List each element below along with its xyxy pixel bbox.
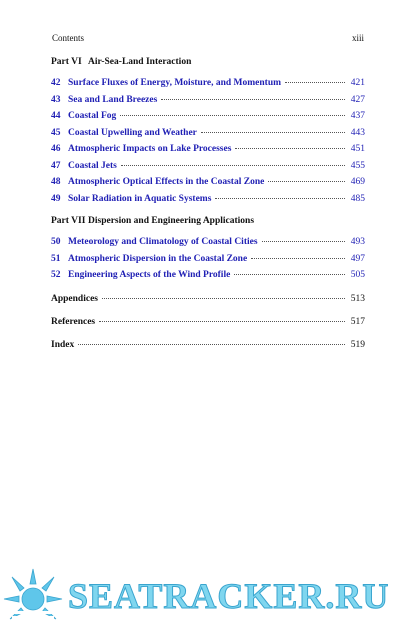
chapter-title[interactable]: Sea and Land Breezes	[68, 94, 158, 105]
page-number: 513	[350, 293, 365, 304]
toc-entry[interactable]	[51, 251, 365, 268]
page-number[interactable]: 497	[350, 253, 365, 264]
dot-leader	[120, 115, 345, 116]
chapter-title[interactable]: Engineering Aspects of the Wind Profile	[68, 270, 231, 280]
toc-entry[interactable]	[51, 174, 365, 191]
dot-leader	[251, 258, 345, 259]
page-number[interactable]: 451	[350, 144, 365, 154]
page-header	[52, 33, 364, 45]
chapter-number: 45	[51, 127, 61, 138]
page-number[interactable]: 469	[350, 177, 365, 187]
page-number[interactable]: 455	[350, 160, 365, 171]
dot-leader	[235, 148, 345, 149]
part-heading	[51, 215, 365, 228]
toc-entry-appendices[interactable]	[51, 288, 365, 311]
section-title: Appendices	[51, 293, 98, 304]
chapter-title[interactable]: Meteorology and Climatology of Coastal Cities	[68, 237, 258, 247]
page-number[interactable]: 485	[350, 193, 365, 204]
dot-leader	[262, 241, 345, 242]
chapter-number: 42	[51, 78, 61, 88]
toc-entry[interactable]	[51, 125, 365, 142]
page-number[interactable]: 437	[350, 111, 365, 121]
sun-logo-icon	[2, 565, 64, 625]
toc-entry[interactable]	[51, 141, 365, 158]
dot-leader	[268, 181, 345, 182]
chapter-title[interactable]: Atmospheric Impacts on Lake Processes	[68, 144, 232, 154]
chapter-number: 43	[51, 94, 61, 105]
page-number[interactable]: 421	[350, 78, 365, 88]
dot-leader	[201, 132, 345, 133]
chapter-number: 49	[51, 193, 61, 204]
toc-entry[interactable]	[51, 108, 365, 125]
toc-entry[interactable]	[51, 191, 365, 208]
dot-leader	[215, 198, 345, 199]
toc-entry[interactable]	[51, 267, 365, 284]
chapter-number: 48	[51, 177, 61, 187]
part-label: Part VI	[51, 57, 82, 67]
toc-entry[interactable]	[51, 234, 365, 251]
watermark	[2, 565, 412, 625]
watermark-text: SEATRACKER.RU	[68, 576, 390, 616]
chapter-number: 46	[51, 144, 61, 154]
toc-entry[interactable]	[51, 75, 365, 92]
chapter-number: 44	[51, 111, 61, 121]
page-number: 519	[350, 339, 365, 350]
toc-entry[interactable]	[51, 158, 365, 175]
toc-entry-index[interactable]	[51, 334, 365, 357]
part-heading	[51, 56, 365, 69]
dot-leader	[102, 298, 345, 299]
section-title: References	[51, 316, 96, 327]
chapter-number: 50	[51, 237, 61, 247]
toc-entry-references[interactable]	[51, 311, 365, 334]
header-section-title: Contents	[52, 33, 85, 43]
chapter-title[interactable]: Atmospheric Optical Effects in the Coastal Zone	[68, 177, 265, 187]
part-label: Part VII	[51, 216, 86, 226]
page-number[interactable]: 505	[350, 270, 365, 280]
part-title: Dispersion and Engineering Applications	[88, 216, 255, 226]
page-number[interactable]: 443	[350, 127, 365, 138]
dot-leader	[99, 321, 345, 322]
chapter-title[interactable]: Surface Fluxes of Energy, Moisture, and Momentum	[68, 78, 282, 88]
chapter-title[interactable]: Atmospheric Dispersion in the Coastal Zone	[68, 253, 248, 264]
table-of-contents	[51, 56, 365, 357]
dot-leader	[285, 82, 345, 83]
chapter-title[interactable]: Coastal Upwelling and Weather	[68, 127, 197, 138]
header-page-number: xiii	[351, 33, 364, 43]
dot-leader	[161, 99, 345, 100]
chapter-number: 51	[51, 253, 61, 264]
chapter-title[interactable]: Solar Radiation in Aquatic Systems	[68, 193, 212, 204]
chapter-title[interactable]: Coastal Fog	[68, 111, 117, 121]
chapter-number: 47	[51, 160, 61, 171]
dot-leader	[78, 344, 345, 345]
chapter-title[interactable]: Coastal Jets	[68, 160, 117, 171]
dot-leader	[234, 274, 345, 275]
dot-leader	[121, 165, 345, 166]
page-number[interactable]: 427	[350, 94, 365, 105]
toc-entry[interactable]	[51, 92, 365, 109]
part-title: Air-Sea-Land Interaction	[88, 57, 192, 67]
page-number: 517	[350, 316, 365, 327]
chapter-number: 52	[51, 270, 61, 280]
page-number[interactable]: 493	[350, 237, 365, 247]
section-title: Index	[51, 339, 75, 350]
